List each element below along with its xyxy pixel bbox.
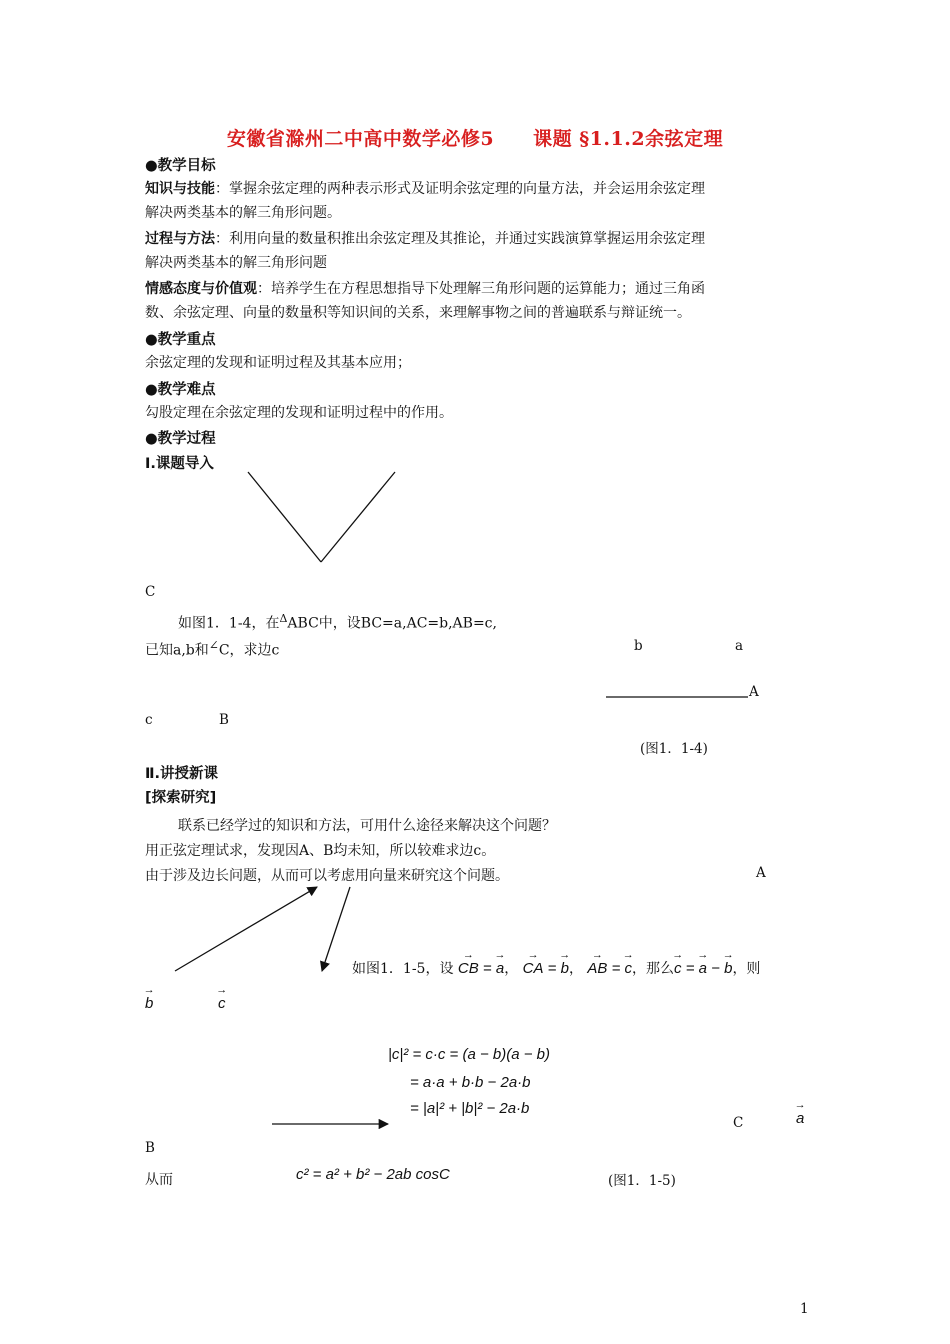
objective-method-line2: 解决两类基本的解三角形问题 [145, 255, 327, 271]
eq-c-ab: → c = → a − → b [674, 960, 732, 977]
section-objectives-heading: ●教学目标 [145, 158, 216, 174]
part1-line2 [145, 638, 279, 660]
part1-line1-b: -4，在 [237, 615, 280, 632]
fig1-label-b: b [634, 638, 643, 654]
part1-line1-c: ABC中，设BC=a,AC=b,AB=c, [287, 615, 497, 632]
fig2-vec-a-letter: → a [796, 1110, 804, 1127]
fig1-line-right [321, 472, 395, 562]
vec-CB: → CB [458, 960, 479, 977]
part2-para2: 用正弦定理试求，发现因A、B均未知，所以较难求边c。 [145, 843, 496, 859]
equation-line2: = a·a + b·b − 2a·b [410, 1074, 531, 1091]
page-title: 安徽省滁州二中高中数学必修5 课题 §1.1.2余弦定理 [226, 128, 724, 150]
attitude-text-1: ：培养学生在方程思想指导下处理解三角形问题的运算能力；通过三角函 [257, 281, 705, 297]
vec-AB: → AB [587, 960, 607, 977]
fig1-caption: (图1．1-4) [640, 741, 708, 757]
objective-skills-line2: 解决两类基本的解三角形问题。 [145, 205, 341, 221]
fig2-label-C: C [733, 1115, 744, 1131]
part2-para3: 由于涉及边长问题，从而可以考虑用向量来研究这个问题。 [145, 868, 509, 884]
part2-para1: 联系已经学过的知识和方法，可用什么途径来解决这个问题？ [178, 818, 556, 834]
fig1-label-c: c [145, 712, 153, 728]
vec-b: → b [561, 960, 569, 977]
fig1-label-A: A [749, 684, 759, 700]
vec-CA: → CA [523, 960, 544, 977]
method-label: 过程与方法 [145, 231, 215, 247]
fig2-label-B: B [145, 1140, 155, 1156]
section-keypoints-heading: ●教学重点 [145, 332, 216, 348]
attitude-label: 情感态度与价值观 [145, 281, 257, 297]
part2-subheading: [探索研究] [145, 790, 217, 806]
cosine-law-formula: c² = a² + b² − 2ab cosC [296, 1166, 450, 1183]
part1-line2-a: 已知a,b和 [145, 642, 209, 659]
difficulties-text: 勾股定理在余弦定理的发现和证明过程中的作用。 [145, 405, 453, 421]
part2-heading: Ⅱ.讲授新课 [145, 766, 219, 782]
vec-a: → a [496, 960, 504, 977]
fig2-label-vec-a [796, 1110, 804, 1127]
fig2-vec-c-letter: → c [218, 995, 226, 1012]
fig2-arrow-c [322, 887, 350, 971]
section-process-heading: ●教学过程 [145, 431, 216, 447]
vector-line-intro: 如图1．1-5，设 [352, 961, 454, 977]
page-number: 1 [800, 1301, 809, 1317]
part1-line2-b: C，求边c [218, 642, 280, 659]
equation-line3: = |a|² + |b|² − 2a·b [410, 1100, 530, 1117]
skills-text-1: ：掌握余弦定理的两种表示形式及证明余弦定理的向量方法，并会运用余弦定理 [215, 181, 705, 197]
fig1-label-B: B [219, 712, 229, 728]
part1-heading: Ⅰ.课题导入 [145, 456, 214, 472]
fig2-label-vec-c [218, 995, 226, 1012]
eq-AB-c: → AB = → c [587, 960, 632, 977]
eq-CB-a: → CB = → a [458, 960, 504, 977]
triangle-symbol: Δ [279, 612, 288, 625]
fig2-label-vec-b [145, 995, 153, 1012]
fig1-line-left [248, 472, 321, 562]
eq-CA-b: → CA = → b [523, 960, 569, 977]
fig2-arrow-b [175, 887, 317, 971]
keypoints-text: 余弦定理的发现和证明过程及其基本应用； [145, 355, 411, 371]
fig2-vec-b-letter: → b [145, 995, 153, 1012]
skills-label: 知识与技能 [145, 181, 215, 197]
angle-symbol: ∠ [208, 638, 219, 652]
fig2-caption: (图1．1-5) [608, 1173, 676, 1189]
vec-c: → c [625, 960, 633, 977]
then-end: ，则 [732, 961, 761, 977]
fig2-label-A: A [756, 865, 766, 881]
fig1-label-a: a [735, 638, 744, 654]
section-difficulties-heading: ●教学难点 [145, 382, 216, 398]
part1-line1 [178, 612, 497, 633]
part2-vector-line: 如图1．1-5，设 → CB = → a， → CA = → b， → AB = → c，那么→ c = → a − → b，则 [352, 958, 760, 978]
objective-attitude-line2: 数、余弦定理、向量的数量积等知识间的关系，来理解事物之间的普遍联系与辩证统一。 [145, 305, 691, 321]
fig1-label-C: C [145, 584, 156, 600]
equation-line1: |c|² = c·c = (a − b)(a − b) [388, 1046, 551, 1063]
method-text-1: ：利用向量的数量积推出余弦定理及其推论，并通过实践演算掌握运用余弦定理 [215, 231, 705, 247]
conclusion-label: 从而 [145, 1172, 173, 1188]
part1-line1-a: 如图1．1 [178, 615, 238, 632]
then-text: ，那么 [632, 961, 675, 977]
